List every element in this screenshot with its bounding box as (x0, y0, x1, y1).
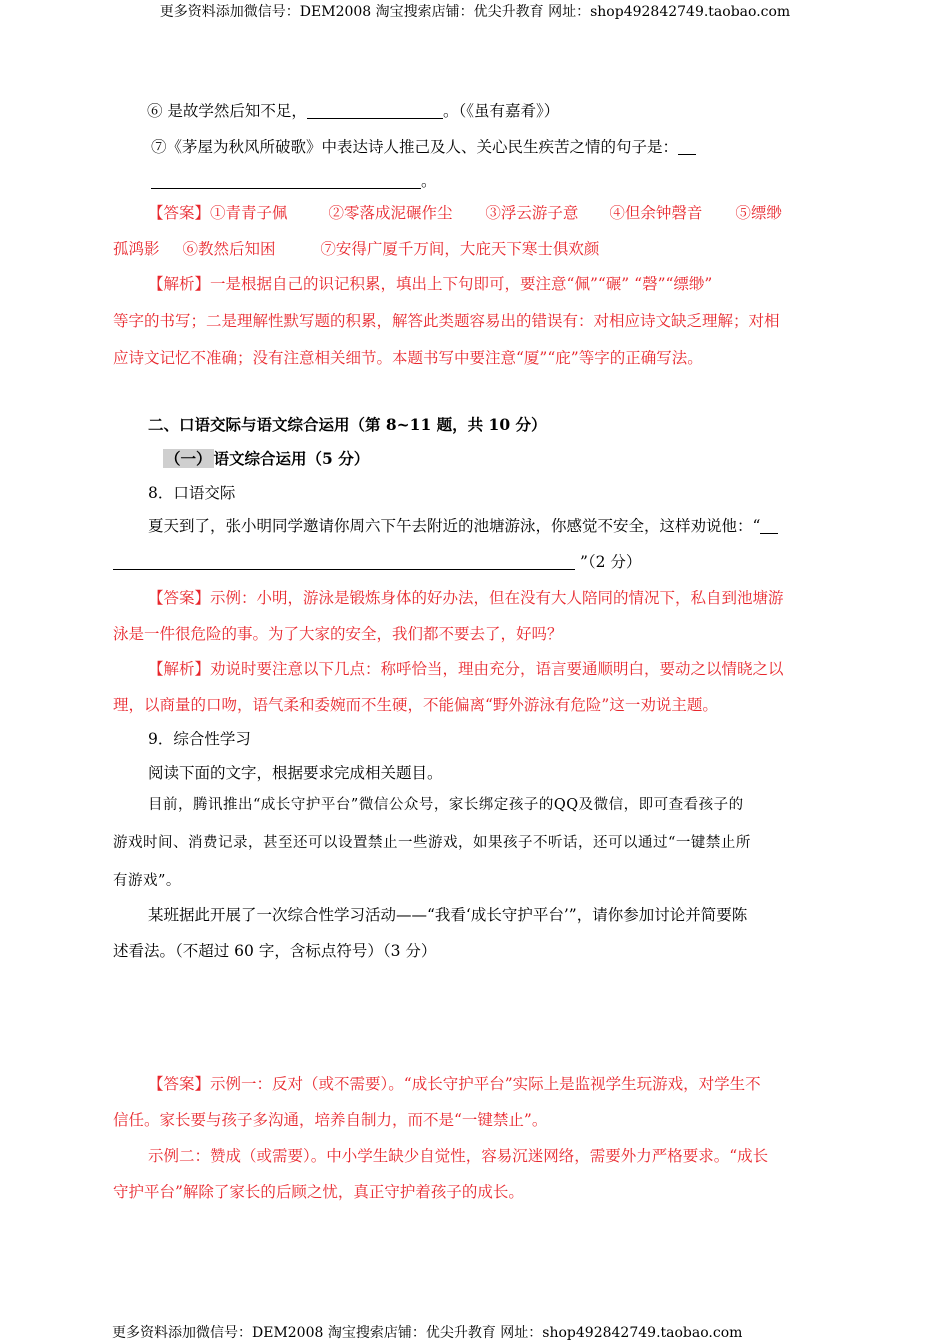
q8-text: 夏天到了，张小明同学邀请你周六下午去附近的池塘游泳，你感觉不安全，这样劝说他：“ (148, 517, 761, 535)
section-title: 二、口语交际与语文综合运用（第 8~11 题，共 10 分） (148, 415, 547, 434)
answer-8 (148, 586, 872, 610)
answer-8-line2: 泳是一件很危险的事。为了大家的安全，我们都不要去了，好吗？ (113, 625, 563, 643)
question-9-intro: 阅读下面的文字，根据要求完成相关题目。 (148, 764, 443, 782)
answer-item: ②零落成泥碾作尘 (328, 204, 453, 222)
question-9-task-line2: 述看法。（不超过 60 字，含标点符号）（3 分） (113, 942, 437, 960)
analysis-text: 一是根据自己的识记积累，填出上下句即可，要注意“佩”“碾” “磬”“缥缈” (210, 275, 713, 293)
analysis-1-line3: 应诗文记忆不准确；没有注意相关细节。本题书写中要注意“厦”“庇”等字的正确写法。 (113, 349, 703, 367)
answer-9-line2: 信任。家长要与孩子多沟通，培养自制力，而不是“一键禁止”。 (113, 1111, 548, 1129)
answer-item: ③浮云游子意 (485, 204, 579, 222)
analysis-8 (148, 657, 872, 681)
analysis-8-line2: 理，以商量的口吻，语气柔和委婉而不生硬，不能偏离“野外游泳有危险”这一劝说主题。 (113, 696, 718, 714)
question-8-label: 8．口语交际 (148, 484, 236, 502)
q6-blank (307, 117, 443, 119)
analysis-1-line2: 等字的书写；二是理解性默写题的积累，解答此类题容易出的错误有：对相应诗文缺乏理解；对相 (113, 312, 780, 330)
answer-9-line4: 守护平台”解除了家长的后顾之忧，真正守护着孩子的成长。 (113, 1183, 524, 1201)
q7-text: ⑦《茅屋为秋风所破歌》中表达诗人推己及人、关心民生疾苦之情的句子是： (151, 138, 679, 156)
answer-9-line3: 示例二：赞成（或需要）。中小学生缺少自觉性，容易沉迷网络，需要外力严格要求。“成长 (148, 1147, 769, 1165)
answer-item: 孤鸿影 (113, 240, 160, 258)
answer-1-continued (113, 237, 837, 261)
q8-blank (113, 568, 575, 570)
question-6 (147, 99, 871, 123)
question-8-continued (113, 550, 837, 574)
q8-end: ”（2 分） (579, 553, 642, 571)
answer-9 (148, 1072, 872, 1096)
answer-text: 示例：小明，游泳是锻炼身体的好办法，但在没有大人陪同的情况下，私自到池塘游 (210, 589, 784, 607)
q8-blank-start (760, 532, 778, 534)
section-subtitle (163, 447, 887, 471)
answer-item: ⑥教然后知困 (182, 240, 276, 258)
question-9-task: 某班据此开展了一次综合性学习活动——“我看‘成长守护平台’”，请你参加讨论并简要陈 (148, 906, 748, 924)
material-line1: 目前，腾讯推出“成长守护平台”微信公众号，家长绑定孩子的QQ及微信，即可查看孩子的 (148, 797, 744, 813)
question-7-continued (151, 169, 875, 193)
subtitle-text: 语文综合运用（5 分） (213, 449, 370, 468)
analysis-tag: 【解析】 (148, 660, 211, 678)
answer-1 (148, 201, 872, 225)
question-8 (148, 514, 872, 538)
material-line2: 游戏时间、消费记录，甚至还可以设置禁止一些游戏，如果孩子不听话，还可以通过“一键禁止所 (113, 835, 751, 851)
answer-tag: 【答案】 (148, 1075, 211, 1093)
analysis-1 (148, 272, 872, 296)
page-footer: 更多资料添加微信号：DEM2008 淘宝搜索店铺：优尖升教育 网址：shop492842749.taobao.com (112, 1325, 743, 1341)
q7-end: 。 (421, 172, 437, 190)
answer-text: 示例一：反对（或不需要）。“成长守护平台”实际上是监视学生玩游戏，对学生不 (210, 1075, 761, 1093)
question-7 (151, 135, 875, 159)
analysis-tag: 【解析】 (148, 275, 211, 293)
answer-item: ⑦安得广厦千万间，大庇天下寒士俱欢颜 (320, 240, 600, 258)
q7-blank-start (678, 153, 696, 155)
answer-item: ①青青子佩 (210, 204, 288, 222)
answer-tag: 【答案】 (148, 589, 211, 607)
answer-item: ⑤缥缈 (735, 204, 782, 222)
q6-prefix: ⑥ 是故学然后知不足， (147, 102, 307, 120)
analysis-text: 劝说时要注意以下几点：称呼恰当，理由充分，语言要通顺明白，要动之以情晓之以 (210, 660, 784, 678)
answer-tag: 【答案】 (148, 204, 211, 222)
subtitle-number: （一） (165, 449, 212, 468)
q6-suffix: 。（《虽有嘉肴》） (442, 102, 560, 120)
page-header: 更多资料添加微信号：DEM2008 淘宝搜索店铺：优尖升教育 网址：shop492842749.taobao.com (159, 4, 791, 20)
answer-item: ④但余钟磬音 (609, 204, 703, 222)
material-line3: 有游戏”。 (113, 873, 181, 889)
question-9-label: 9．综合性学习 (148, 730, 251, 748)
q7-blank (151, 187, 421, 189)
